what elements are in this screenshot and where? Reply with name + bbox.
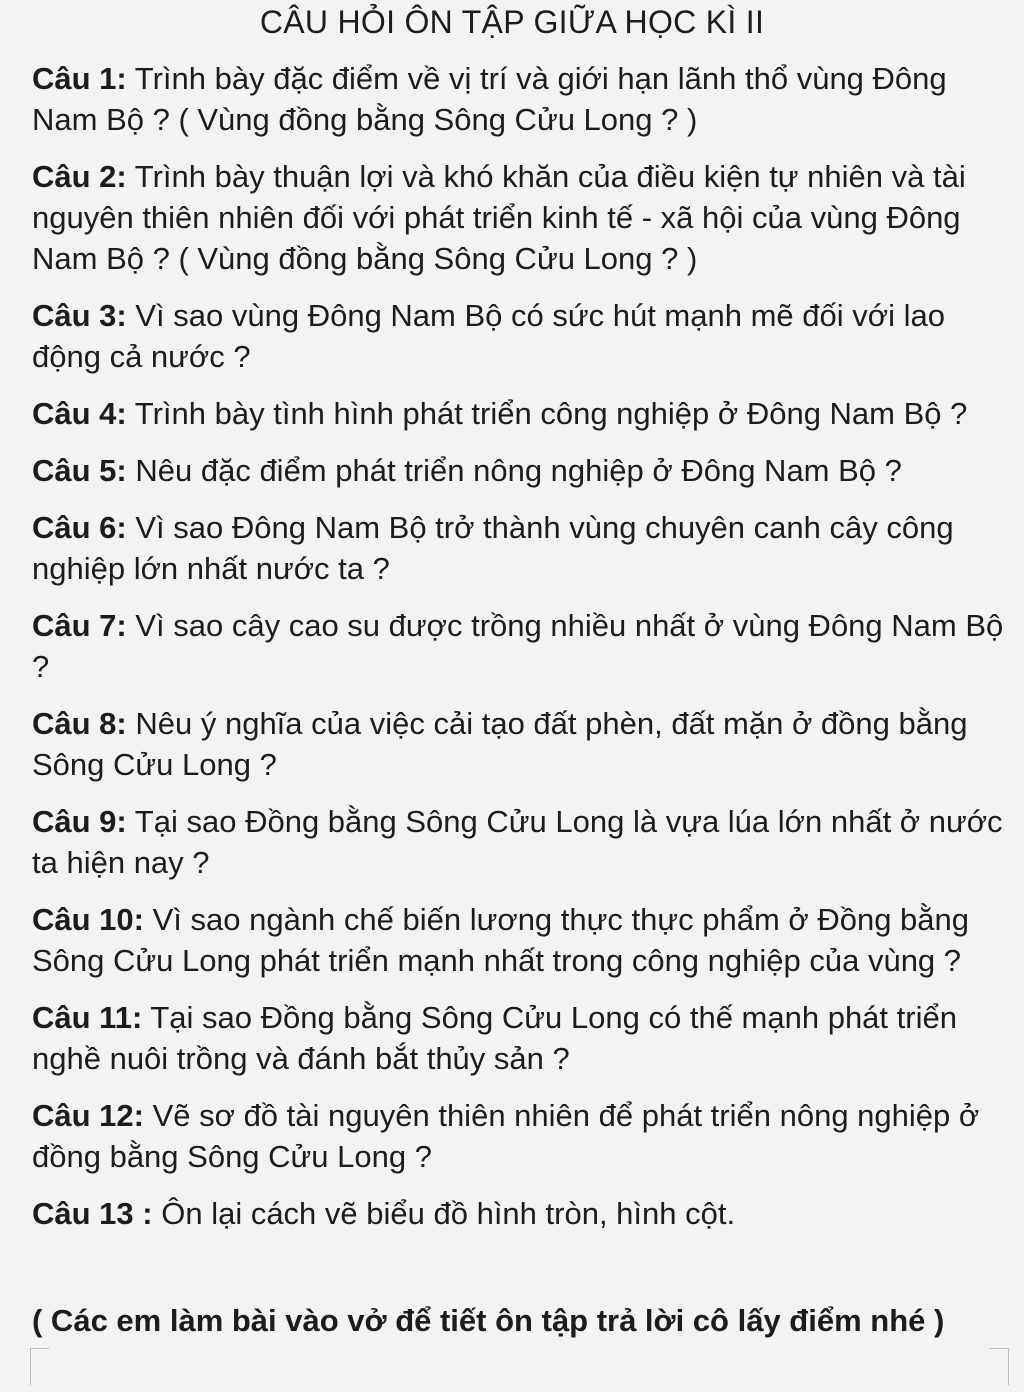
question-4	[32, 393, 1004, 434]
margin-corner-mark-right	[990, 1348, 1009, 1385]
question-text: Trình bày thuận lợi và khó khăn của điều kiện tự nhiên và tài nguyên thiên nhiên đối với phát triển kinh tế - xã hội của vùng Đông Nam Bộ ? ( Vùng đồng bằng Sông Cửu Long ? )	[32, 159, 966, 276]
question-11	[32, 997, 1004, 1079]
question-text: Vì sao vùng Đông Nam Bộ có sức hút mạnh mẽ đối với lao động cả nước ?	[32, 298, 945, 374]
question-text: Ôn lại cách vẽ biểu đồ hình tròn, hình cột.	[152, 1196, 736, 1231]
question-text: Vẽ sơ đồ tài nguyên thiên nhiên để phát triển nông nghiệp ở đồng bằng Sông Cửu Long ?	[32, 1098, 980, 1174]
question-8	[32, 703, 1004, 785]
question-text: Vì sao cây cao su được trồng nhiều nhất ở vùng Đông Nam Bộ ?	[32, 608, 1004, 684]
question-9	[32, 801, 1004, 883]
document-title: CÂU HỎI ÔN TẬP GIỮA HỌC KÌ II	[259, 4, 765, 40]
question-10	[32, 899, 1004, 981]
question-number: Câu 8:	[32, 706, 127, 741]
question-text: Vì sao ngành chế biến lương thực thực phẩm ở Đồng bằng Sông Cửu Long phát triển mạnh nhất trong công nghiệp của vùng ?	[32, 902, 970, 978]
question-6	[32, 507, 1004, 589]
question-number: Câu 6:	[32, 510, 127, 545]
question-number: Câu 12:	[32, 1098, 144, 1133]
margin-corner-mark-left	[30, 1348, 49, 1385]
question-12	[32, 1095, 1004, 1177]
question-text: Nêu đặc điểm phát triển nông nghiệp ở Đông Nam Bộ ?	[126, 453, 902, 488]
question-number: Câu 1:	[32, 61, 127, 96]
question-list	[32, 58, 1004, 1250]
question-7	[32, 605, 1004, 687]
question-number: Câu 5:	[32, 453, 127, 488]
question-13	[32, 1193, 1004, 1234]
question-1	[32, 58, 1004, 140]
question-2	[32, 156, 1004, 279]
question-number: Câu 10:	[32, 902, 144, 937]
question-number: Câu 3:	[32, 298, 127, 333]
question-text: Vì sao Đông Nam Bộ trở thành vùng chuyên canh cây công nghiệp lớn nhất nước ta ?	[32, 510, 954, 586]
question-text: Nêu ý nghĩa của việc cải tạo đất phèn, đất mặn ở đồng bằng Sông Cửu Long ?	[32, 706, 968, 782]
closing-note: ( Các em làm bài vào vở để tiết ôn tập trả lời cô lấy điểm nhé )	[32, 1303, 945, 1338]
question-number: Câu 4:	[32, 396, 127, 431]
question-number: Câu 13 :	[32, 1196, 153, 1231]
question-number: Câu 9:	[32, 804, 127, 839]
question-number: Câu 2:	[32, 159, 127, 194]
question-text: Trình bày tình hình phát triển công nghiệp ở Đông Nam Bộ ?	[126, 396, 968, 431]
question-text: Tại sao Đồng bằng Sông Cửu Long là vựa lúa lớn nhất ở nước ta hiện nay ?	[32, 804, 1003, 880]
question-text: Tại sao Đồng bằng Sông Cửu Long có thế mạnh phát triển nghề nuôi trồng và đánh bắt thủy sản ?	[32, 1000, 957, 1076]
question-3	[32, 295, 1004, 377]
question-5	[32, 450, 1004, 491]
question-number: Câu 7:	[32, 608, 127, 643]
question-text: Trình bày đặc điểm về vị trí và giới hạn lãnh thổ vùng Đông Nam Bộ ? ( Vùng đồng bằng Sông Cửu Long ? )	[32, 61, 947, 137]
question-number: Câu 11:	[32, 1000, 143, 1035]
